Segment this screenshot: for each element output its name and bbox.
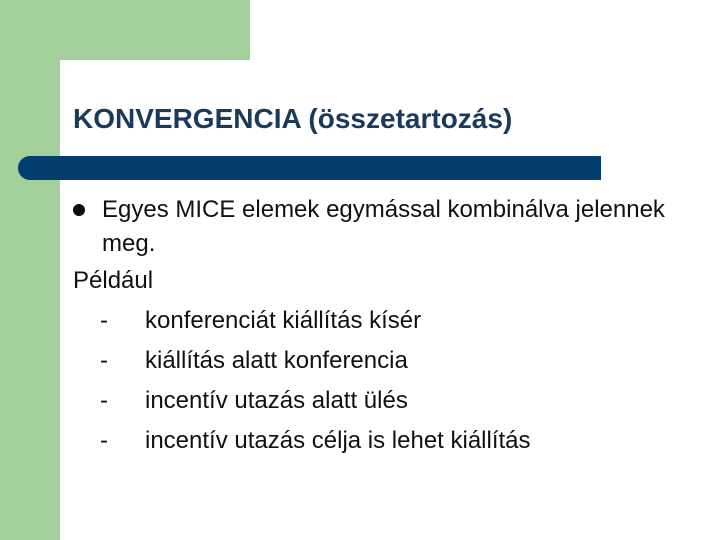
- example-label: Például: [73, 267, 154, 294]
- bullet-text: Egyes MICE elemek egymással kombinálva jelennek meg.: [102, 196, 665, 257]
- list-item-text: incentív utazás alatt ülés: [145, 387, 408, 414]
- decorative-rounded-corner: [60, 60, 100, 100]
- list-item: [73, 421, 693, 461]
- list-item: [73, 381, 693, 421]
- list-item: [73, 341, 693, 381]
- list-item-text: kiállítás alatt konferencia: [145, 347, 408, 374]
- title-underline-bar: [18, 156, 601, 180]
- bullet-item: [73, 193, 693, 261]
- dash-marker: -: [100, 387, 108, 414]
- slide-title: KONVERGENCIA (összetartozás): [73, 103, 513, 134]
- bullet-dot-icon: [73, 204, 85, 216]
- slide-content: [73, 193, 693, 461]
- decorative-green-band-vertical: [0, 0, 60, 540]
- decorative-green-band-top: [0, 0, 250, 60]
- dash-marker: -: [100, 307, 108, 334]
- list-item-text: incentív utazás célja is lehet kiállítás: [145, 427, 531, 454]
- list-item-text: konferenciát kiállítás kísér: [145, 307, 422, 334]
- list-item: [73, 301, 693, 341]
- dash-marker: -: [100, 427, 108, 454]
- dash-marker: -: [100, 347, 108, 374]
